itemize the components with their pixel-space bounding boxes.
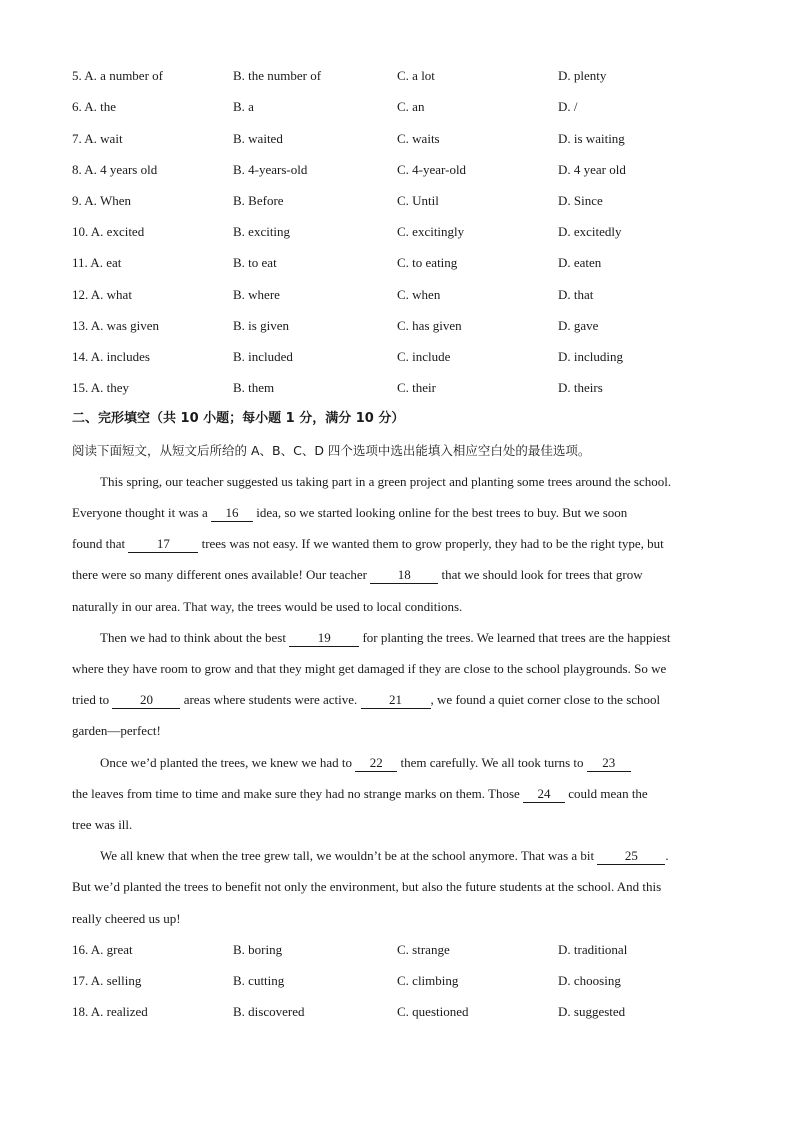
question-row xyxy=(72,66,722,86)
option-c: C. questioned xyxy=(397,1004,469,1019)
option-d: D. choosing xyxy=(558,973,621,988)
blank-20: 20 xyxy=(112,692,180,709)
option-c: C. strange xyxy=(397,942,450,957)
question-row xyxy=(72,285,722,305)
question-number: 16. A. xyxy=(72,942,104,957)
passage-line: there were so many different ones available! Our teacher 18 that we should look for trees that grow xyxy=(72,567,643,582)
option-c: C. a lot xyxy=(397,68,435,83)
passage-line: Everyone thought it was a 16 idea, so we started looking online for the best trees to buy. But we soon xyxy=(72,505,628,520)
passage-line: Once we’d planted the trees, we knew we had to 22 them carefully. We all took turns to 23 xyxy=(72,753,750,773)
option-c: C. excitingly xyxy=(397,224,465,239)
blank-18: 18 xyxy=(370,567,438,584)
question-number: 17. A. xyxy=(72,973,104,988)
option-b: B. exciting xyxy=(233,224,291,239)
question-number: 18. A. xyxy=(72,1004,104,1019)
option-d: D. eaten xyxy=(558,255,602,270)
option-a: excited xyxy=(106,224,145,239)
option-a: When xyxy=(99,193,131,208)
option-c: C. their xyxy=(397,380,436,395)
question-row xyxy=(72,940,722,960)
option-d: D. is waiting xyxy=(558,131,625,146)
question-row xyxy=(72,316,722,336)
option-b: B. Before xyxy=(233,193,284,208)
question-number: 10. A. xyxy=(72,224,104,239)
option-d: D. theirs xyxy=(558,380,603,395)
option-b: B. waited xyxy=(233,131,283,146)
question-number: 6. A. xyxy=(72,99,97,114)
question-row xyxy=(72,971,722,991)
option-d: D. that xyxy=(558,287,594,302)
option-a: 4 years old xyxy=(100,162,158,177)
option-a: includes xyxy=(106,349,150,364)
option-b: B. where xyxy=(233,287,280,302)
option-d: D. including xyxy=(558,349,623,364)
option-a: eat xyxy=(106,255,122,270)
option-a: was given xyxy=(106,318,160,333)
blank-24: 24 xyxy=(523,786,565,803)
question-number: 7. A. xyxy=(72,131,97,146)
passage-line: Then we had to think about the best 19 for planting the trees. We learned that trees are the happiest xyxy=(100,630,671,645)
section-instruction: 阅读下面短文，从短文后所给的 A、B、C、D 四个选项中选出能填入相应空白处的最佳选项。 xyxy=(72,443,591,458)
question-number: 14. A. xyxy=(72,349,104,364)
question-number: 8. A. xyxy=(72,162,97,177)
option-a: the xyxy=(100,99,117,114)
option-a: what xyxy=(106,287,132,302)
question-number: 13. A. xyxy=(72,318,104,333)
option-b: B. included xyxy=(233,349,293,364)
passage-line: This spring, our teacher suggested us taking part in a green project and planting some trees around the school. xyxy=(100,474,672,489)
passage-line: found that 17 trees was not easy. If we wanted them to grow properly, they had to be the right type, but xyxy=(72,536,664,551)
option-d: D. traditional xyxy=(558,942,628,957)
option-b: B. 4-years-old xyxy=(233,162,308,177)
blank-17: 17 xyxy=(128,536,198,553)
question-number: 11. A. xyxy=(72,255,103,270)
passage-line: naturally in our area. That way, the trees would be used to local conditions. xyxy=(72,599,463,614)
passage-line: where they have room to grow and that they might get damaged if they are close to the school playgrounds. So we xyxy=(72,661,667,676)
blank-25: 25 xyxy=(597,848,665,865)
question-row xyxy=(72,222,722,242)
option-d: D. 4 year old xyxy=(558,162,626,177)
option-a: selling xyxy=(106,973,142,988)
option-c: C. to eating xyxy=(397,255,458,270)
question-row xyxy=(72,160,722,180)
option-b: B. a xyxy=(233,99,254,114)
passage-line: tree was ill. xyxy=(72,817,133,832)
question-number: 12. A. xyxy=(72,287,104,302)
option-c: C. climbing xyxy=(397,973,459,988)
question-row xyxy=(72,253,722,273)
option-b: B. boring xyxy=(233,942,283,957)
option-a: great xyxy=(106,942,133,957)
option-c: C. Until xyxy=(397,193,439,208)
question-row xyxy=(72,129,722,149)
question-row xyxy=(72,191,722,211)
option-d: D. excitedly xyxy=(558,224,622,239)
option-c: C. waits xyxy=(397,131,440,146)
passage-line: We all knew that when the tree grew tall, we wouldn’t be at the school anymore. That was a bit 25 . xyxy=(100,848,669,863)
passage-line: tried to 20 areas where students were active. 21 , we found a quiet corner close to the school xyxy=(72,692,661,707)
section-heading: 二、完形填空（共 10 小题；每小题 1 分，满分 10 分） xyxy=(72,411,405,426)
option-b: B. discovered xyxy=(233,1004,305,1019)
option-d: D. Since xyxy=(558,193,603,208)
option-d: D. suggested xyxy=(558,1004,626,1019)
option-d: D. plenty xyxy=(558,68,607,83)
option-b: B. to eat xyxy=(233,255,277,270)
passage-line: garden—perfect! xyxy=(72,723,161,738)
blank-16: 16 xyxy=(211,505,253,522)
option-c: C. 4-year-old xyxy=(397,162,467,177)
blank-19: 19 xyxy=(289,630,359,647)
option-b: B. the number of xyxy=(233,68,322,83)
option-d: D. gave xyxy=(558,318,599,333)
option-c: C. an xyxy=(397,99,425,114)
blank-21: 21 xyxy=(361,692,431,709)
option-b: B. is given xyxy=(233,318,289,333)
option-b: B. cutting xyxy=(233,973,285,988)
option-b: B. them xyxy=(233,380,275,395)
question-row xyxy=(72,378,722,398)
passage-line: the leaves from time to time and make sure they had no strange marks on them. Those 24 could mean the xyxy=(72,786,648,801)
option-c: C. include xyxy=(397,349,451,364)
option-a: they xyxy=(106,380,130,395)
question-number: 15. A. xyxy=(72,380,104,395)
option-a: realized xyxy=(106,1004,148,1019)
option-a: wait xyxy=(100,131,123,146)
blank-23: 23 xyxy=(587,755,631,772)
question-number: 5. A. xyxy=(72,68,97,83)
question-number: 9. A. xyxy=(72,193,97,208)
question-row xyxy=(72,1002,722,1022)
option-c: C. when xyxy=(397,287,441,302)
blank-22: 22 xyxy=(355,755,397,772)
question-row xyxy=(72,347,722,367)
question-row xyxy=(72,97,722,117)
option-c: C. has given xyxy=(397,318,462,333)
passage-line: really cheered us up! xyxy=(72,911,181,926)
option-a: a number of xyxy=(100,68,163,83)
passage-line: But we’d planted the trees to benefit not only the environment, but also the future students at the school. And this xyxy=(72,879,662,894)
option-d: D. / xyxy=(558,99,578,114)
